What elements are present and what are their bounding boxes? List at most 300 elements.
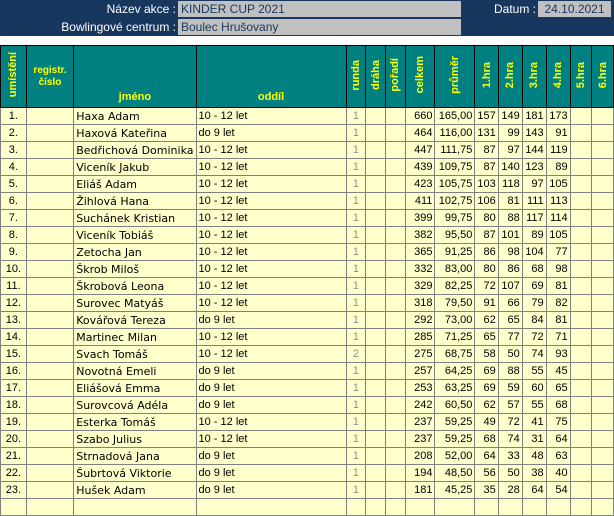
division-cell[interactable]: do 9 let (196, 397, 346, 414)
game4-cell[interactable]: 82 (546, 295, 570, 312)
round-cell[interactable]: 1 (346, 414, 366, 431)
lane-cell[interactable] (366, 227, 386, 244)
game6-cell[interactable] (592, 244, 614, 261)
col-game5[interactable]: 5.hra (570, 46, 592, 108)
game3-cell[interactable]: 74 (522, 346, 546, 363)
game6-cell[interactable] (592, 261, 614, 278)
average-cell[interactable]: 63,25 (435, 380, 475, 397)
game5-cell[interactable] (570, 125, 592, 142)
game1-cell[interactable]: 80 (475, 261, 498, 278)
name-cell[interactable]: Esterka Tomáš (74, 414, 196, 431)
total-cell[interactable]: 257 (405, 363, 435, 380)
game4-cell[interactable]: 40 (546, 465, 570, 482)
game4-cell[interactable]: 64 (546, 431, 570, 448)
order-cell[interactable] (385, 499, 405, 516)
game4-cell[interactable]: 93 (546, 346, 570, 363)
reg-cell[interactable] (26, 244, 73, 261)
average-cell[interactable]: 73,00 (435, 312, 475, 329)
order-cell[interactable] (385, 482, 405, 499)
division-cell[interactable]: 10 - 12 let (196, 244, 346, 261)
round-cell[interactable]: 1 (346, 295, 366, 312)
name-cell[interactable]: Škrobová Leona (74, 278, 196, 295)
game6-cell[interactable] (592, 193, 614, 210)
placement-cell[interactable]: 4. (1, 159, 27, 176)
game2-cell[interactable]: 140 (498, 159, 522, 176)
reg-cell[interactable] (26, 125, 73, 142)
game3-cell[interactable]: 79 (522, 295, 546, 312)
name-cell[interactable]: Bedřichová Dominika (74, 142, 196, 159)
average-cell[interactable]: 59,25 (435, 414, 475, 431)
average-cell[interactable]: 48,50 (435, 465, 475, 482)
game4-cell[interactable]: 71 (546, 329, 570, 346)
total-cell[interactable]: 464 (405, 125, 435, 142)
game6-cell[interactable] (592, 142, 614, 159)
game6-cell[interactable] (592, 346, 614, 363)
game4-cell[interactable]: 63 (546, 448, 570, 465)
division-cell[interactable]: 10 - 12 let (196, 346, 346, 363)
game4-cell[interactable]: 91 (546, 125, 570, 142)
name-cell[interactable]: Haxová Kateřina (74, 125, 196, 142)
game6-cell[interactable] (592, 125, 614, 142)
game1-cell[interactable]: 86 (475, 244, 498, 261)
placement-cell[interactable]: 22. (1, 465, 27, 482)
lane-cell[interactable] (366, 329, 386, 346)
game3-cell[interactable]: 84 (522, 312, 546, 329)
game1-cell[interactable]: 64 (475, 448, 498, 465)
placement-cell[interactable]: 11. (1, 278, 27, 295)
lane-cell[interactable] (366, 142, 386, 159)
round-cell[interactable]: 1 (346, 142, 366, 159)
division-cell[interactable]: do 9 let (196, 482, 346, 499)
reg-cell[interactable] (26, 312, 73, 329)
game1-cell[interactable]: 69 (475, 363, 498, 380)
game1-cell[interactable] (475, 499, 498, 516)
game5-cell[interactable] (570, 465, 592, 482)
total-cell[interactable]: 660 (405, 108, 435, 125)
round-cell[interactable]: 1 (346, 431, 366, 448)
order-cell[interactable] (385, 363, 405, 380)
division-cell[interactable]: 10 - 12 let (196, 159, 346, 176)
game6-cell[interactable] (592, 380, 614, 397)
col-name[interactable]: jméno (74, 46, 196, 108)
average-cell[interactable]: 83,00 (435, 261, 475, 278)
reg-cell[interactable] (26, 465, 73, 482)
game4-cell[interactable]: 119 (546, 142, 570, 159)
placement-cell[interactable]: 10. (1, 261, 27, 278)
name-cell[interactable]: Žihlová Hana (74, 193, 196, 210)
lane-cell[interactable] (366, 244, 386, 261)
game4-cell[interactable] (546, 499, 570, 516)
total-cell[interactable]: 447 (405, 142, 435, 159)
round-cell[interactable]: 1 (346, 465, 366, 482)
average-cell[interactable]: 109,75 (435, 159, 475, 176)
order-cell[interactable] (385, 193, 405, 210)
col-placement[interactable]: umístění (1, 46, 27, 108)
reg-cell[interactable] (26, 380, 73, 397)
lane-cell[interactable] (366, 108, 386, 125)
order-cell[interactable] (385, 431, 405, 448)
game3-cell[interactable]: 143 (522, 125, 546, 142)
game4-cell[interactable]: 114 (546, 210, 570, 227)
placement-cell[interactable]: 23. (1, 482, 27, 499)
placement-cell[interactable]: 8. (1, 227, 27, 244)
division-cell[interactable]: 10 - 12 let (196, 431, 346, 448)
game2-cell[interactable]: 66 (498, 295, 522, 312)
name-cell[interactable]: Szabo Julius (74, 431, 196, 448)
lane-cell[interactable] (366, 346, 386, 363)
game6-cell[interactable] (592, 176, 614, 193)
game3-cell[interactable]: 38 (522, 465, 546, 482)
game2-cell[interactable]: 149 (498, 108, 522, 125)
division-cell[interactable] (196, 499, 346, 516)
game5-cell[interactable] (570, 397, 592, 414)
total-cell[interactable]: 242 (405, 397, 435, 414)
total-cell[interactable]: 411 (405, 193, 435, 210)
reg-cell[interactable] (26, 482, 73, 499)
game6-cell[interactable] (592, 108, 614, 125)
name-cell[interactable]: Eliáš Adam (74, 176, 196, 193)
lane-cell[interactable] (366, 295, 386, 312)
placement-cell[interactable]: 13. (1, 312, 27, 329)
reg-cell[interactable] (26, 397, 73, 414)
game4-cell[interactable]: 65 (546, 380, 570, 397)
game5-cell[interactable] (570, 227, 592, 244)
round-cell[interactable]: 1 (346, 329, 366, 346)
game3-cell[interactable]: 97 (522, 176, 546, 193)
average-cell[interactable]: 116,00 (435, 125, 475, 142)
order-cell[interactable] (385, 414, 405, 431)
average-cell[interactable]: 59,25 (435, 431, 475, 448)
game5-cell[interactable] (570, 261, 592, 278)
game2-cell[interactable]: 65 (498, 312, 522, 329)
lane-cell[interactable] (366, 482, 386, 499)
division-cell[interactable]: do 9 let (196, 465, 346, 482)
game3-cell[interactable]: 48 (522, 448, 546, 465)
game5-cell[interactable] (570, 414, 592, 431)
game3-cell[interactable]: 123 (522, 159, 546, 176)
game4-cell[interactable]: 81 (546, 312, 570, 329)
game3-cell[interactable]: 55 (522, 397, 546, 414)
round-cell[interactable]: 1 (346, 482, 366, 499)
round-cell[interactable]: 1 (346, 448, 366, 465)
name-cell[interactable]: Novotná Emeli (74, 363, 196, 380)
game2-cell[interactable]: 97 (498, 142, 522, 159)
reg-cell[interactable] (26, 414, 73, 431)
game2-cell[interactable]: 72 (498, 414, 522, 431)
order-cell[interactable] (385, 261, 405, 278)
round-cell[interactable]: 2 (346, 346, 366, 363)
round-cell[interactable]: 1 (346, 159, 366, 176)
game6-cell[interactable] (592, 482, 614, 499)
col-average[interactable]: průměr (435, 46, 475, 108)
game5-cell[interactable] (570, 159, 592, 176)
game5-cell[interactable] (570, 295, 592, 312)
total-cell[interactable]: 253 (405, 380, 435, 397)
name-cell[interactable]: Haxa Adam (74, 108, 196, 125)
game1-cell[interactable]: 80 (475, 210, 498, 227)
division-cell[interactable]: 10 - 12 let (196, 108, 346, 125)
game4-cell[interactable]: 81 (546, 278, 570, 295)
lane-cell[interactable] (366, 261, 386, 278)
game3-cell[interactable]: 31 (522, 431, 546, 448)
division-cell[interactable]: do 9 let (196, 312, 346, 329)
game3-cell[interactable]: 111 (522, 193, 546, 210)
game4-cell[interactable]: 105 (546, 227, 570, 244)
game6-cell[interactable] (592, 278, 614, 295)
lane-cell[interactable] (366, 159, 386, 176)
round-cell[interactable]: 1 (346, 210, 366, 227)
round-cell[interactable]: 1 (346, 125, 366, 142)
reg-cell[interactable] (26, 142, 73, 159)
game2-cell[interactable]: 59 (498, 380, 522, 397)
order-cell[interactable] (385, 125, 405, 142)
game1-cell[interactable]: 65 (475, 329, 498, 346)
game4-cell[interactable]: 77 (546, 244, 570, 261)
reg-cell[interactable] (26, 431, 73, 448)
reg-cell[interactable] (26, 108, 73, 125)
total-cell[interactable]: 237 (405, 414, 435, 431)
reg-cell[interactable] (26, 278, 73, 295)
game5-cell[interactable] (570, 193, 592, 210)
game3-cell[interactable]: 64 (522, 482, 546, 499)
game6-cell[interactable] (592, 329, 614, 346)
lane-cell[interactable] (366, 278, 386, 295)
average-cell[interactable]: 165,00 (435, 108, 475, 125)
game6-cell[interactable] (592, 465, 614, 482)
game2-cell[interactable]: 50 (498, 346, 522, 363)
game3-cell[interactable]: 144 (522, 142, 546, 159)
total-cell[interactable]: 181 (405, 482, 435, 499)
lane-cell[interactable] (366, 465, 386, 482)
lane-cell[interactable] (366, 312, 386, 329)
game2-cell[interactable]: 74 (498, 431, 522, 448)
order-cell[interactable] (385, 159, 405, 176)
name-cell[interactable]: Martinec Milan (74, 329, 196, 346)
col-order[interactable]: pořadí (385, 46, 405, 108)
placement-cell[interactable]: 15. (1, 346, 27, 363)
reg-cell[interactable] (26, 329, 73, 346)
order-cell[interactable] (385, 346, 405, 363)
reg-cell[interactable] (26, 448, 73, 465)
game2-cell[interactable]: 50 (498, 465, 522, 482)
lane-cell[interactable] (366, 448, 386, 465)
placement-cell[interactable]: 6. (1, 193, 27, 210)
game4-cell[interactable]: 105 (546, 176, 570, 193)
game6-cell[interactable] (592, 448, 614, 465)
total-cell[interactable]: 423 (405, 176, 435, 193)
total-cell[interactable] (405, 499, 435, 516)
lane-cell[interactable] (366, 210, 386, 227)
game5-cell[interactable] (570, 142, 592, 159)
game4-cell[interactable]: 68 (546, 397, 570, 414)
lane-cell[interactable] (366, 380, 386, 397)
game6-cell[interactable] (592, 159, 614, 176)
game2-cell[interactable]: 86 (498, 261, 522, 278)
order-cell[interactable] (385, 210, 405, 227)
order-cell[interactable] (385, 329, 405, 346)
game1-cell[interactable]: 106 (475, 193, 498, 210)
average-cell[interactable]: 91,25 (435, 244, 475, 261)
average-cell[interactable]: 99,75 (435, 210, 475, 227)
reg-cell[interactable] (26, 159, 73, 176)
game3-cell[interactable]: 55 (522, 363, 546, 380)
average-cell[interactable]: 82,25 (435, 278, 475, 295)
division-cell[interactable]: do 9 let (196, 380, 346, 397)
name-cell[interactable]: Suchánek Kristian (74, 210, 196, 227)
lane-cell[interactable] (366, 431, 386, 448)
game5-cell[interactable] (570, 108, 592, 125)
placement-cell[interactable]: 7. (1, 210, 27, 227)
average-cell[interactable]: 60,50 (435, 397, 475, 414)
order-cell[interactable] (385, 295, 405, 312)
total-cell[interactable]: 329 (405, 278, 435, 295)
placement-cell[interactable]: 20. (1, 431, 27, 448)
reg-cell[interactable] (26, 499, 73, 516)
event-value[interactable]: KINDER CUP 2021 (178, 1, 461, 17)
game5-cell[interactable] (570, 312, 592, 329)
game1-cell[interactable]: 87 (475, 142, 498, 159)
placement-cell[interactable]: 21. (1, 448, 27, 465)
round-cell[interactable]: 1 (346, 261, 366, 278)
total-cell[interactable]: 439 (405, 159, 435, 176)
order-cell[interactable] (385, 448, 405, 465)
placement-cell[interactable]: 9. (1, 244, 27, 261)
average-cell[interactable] (435, 499, 475, 516)
game2-cell[interactable]: 88 (498, 210, 522, 227)
game4-cell[interactable]: 173 (546, 108, 570, 125)
col-game1[interactable]: 1.hra (475, 46, 498, 108)
game3-cell[interactable]: 181 (522, 108, 546, 125)
game5-cell[interactable] (570, 210, 592, 227)
division-cell[interactable]: do 9 let (196, 448, 346, 465)
game3-cell[interactable] (522, 499, 546, 516)
name-cell[interactable]: Šubrtová Viktorie (74, 465, 196, 482)
name-cell[interactable]: Svach Tomáš (74, 346, 196, 363)
game4-cell[interactable]: 113 (546, 193, 570, 210)
lane-cell[interactable] (366, 176, 386, 193)
total-cell[interactable]: 292 (405, 312, 435, 329)
game2-cell[interactable]: 107 (498, 278, 522, 295)
total-cell[interactable]: 275 (405, 346, 435, 363)
game2-cell[interactable] (498, 499, 522, 516)
game1-cell[interactable]: 87 (475, 159, 498, 176)
division-cell[interactable]: 10 - 12 let (196, 193, 346, 210)
order-cell[interactable] (385, 278, 405, 295)
game2-cell[interactable]: 101 (498, 227, 522, 244)
placement-cell[interactable]: 3. (1, 142, 27, 159)
game1-cell[interactable]: 68 (475, 431, 498, 448)
game2-cell[interactable]: 57 (498, 397, 522, 414)
name-cell[interactable]: Eliášová Emma (74, 380, 196, 397)
average-cell[interactable]: 64,25 (435, 363, 475, 380)
game5-cell[interactable] (570, 380, 592, 397)
total-cell[interactable]: 399 (405, 210, 435, 227)
reg-cell[interactable] (26, 261, 73, 278)
order-cell[interactable] (385, 176, 405, 193)
division-cell[interactable]: 10 - 12 let (196, 295, 346, 312)
game1-cell[interactable]: 131 (475, 125, 498, 142)
order-cell[interactable] (385, 465, 405, 482)
reg-cell[interactable] (26, 176, 73, 193)
placement-cell[interactable] (1, 499, 27, 516)
reg-cell[interactable] (26, 193, 73, 210)
game5-cell[interactable] (570, 278, 592, 295)
order-cell[interactable] (385, 312, 405, 329)
game4-cell[interactable]: 98 (546, 261, 570, 278)
division-cell[interactable]: do 9 let (196, 363, 346, 380)
average-cell[interactable]: 52,00 (435, 448, 475, 465)
average-cell[interactable]: 105,75 (435, 176, 475, 193)
game1-cell[interactable]: 72 (475, 278, 498, 295)
reg-cell[interactable] (26, 210, 73, 227)
name-cell[interactable]: Kovářová Tereza (74, 312, 196, 329)
round-cell[interactable]: 1 (346, 312, 366, 329)
average-cell[interactable]: 68,75 (435, 346, 475, 363)
division-cell[interactable]: do 9 let (196, 125, 346, 142)
total-cell[interactable]: 318 (405, 295, 435, 312)
game6-cell[interactable] (592, 397, 614, 414)
game3-cell[interactable]: 69 (522, 278, 546, 295)
name-cell[interactable]: Strnadová Jana (74, 448, 196, 465)
name-cell[interactable]: Hušek Adam (74, 482, 196, 499)
total-cell[interactable]: 382 (405, 227, 435, 244)
round-cell[interactable]: 1 (346, 380, 366, 397)
division-cell[interactable]: 10 - 12 let (196, 227, 346, 244)
placement-cell[interactable]: 5. (1, 176, 27, 193)
col-game2[interactable]: 2.hra (498, 46, 522, 108)
round-cell[interactable] (346, 499, 366, 516)
game3-cell[interactable]: 68 (522, 261, 546, 278)
game5-cell[interactable] (570, 431, 592, 448)
game1-cell[interactable]: 62 (475, 397, 498, 414)
placement-cell[interactable]: 16. (1, 363, 27, 380)
game5-cell[interactable] (570, 346, 592, 363)
average-cell[interactable]: 102,75 (435, 193, 475, 210)
game2-cell[interactable]: 99 (498, 125, 522, 142)
reg-cell[interactable] (26, 346, 73, 363)
center-value[interactable]: Boulec Hrušovany (178, 19, 461, 35)
name-cell[interactable]: Viceník Jakub (74, 159, 196, 176)
game4-cell[interactable]: 75 (546, 414, 570, 431)
game6-cell[interactable] (592, 210, 614, 227)
game5-cell[interactable] (570, 482, 592, 499)
game2-cell[interactable]: 77 (498, 329, 522, 346)
placement-cell[interactable]: 1. (1, 108, 27, 125)
game1-cell[interactable]: 69 (475, 380, 498, 397)
game1-cell[interactable]: 56 (475, 465, 498, 482)
placement-cell[interactable]: 14. (1, 329, 27, 346)
game5-cell[interactable] (570, 499, 592, 516)
game5-cell[interactable] (570, 329, 592, 346)
game2-cell[interactable]: 28 (498, 482, 522, 499)
lane-cell[interactable] (366, 414, 386, 431)
lane-cell[interactable] (366, 397, 386, 414)
game4-cell[interactable]: 45 (546, 363, 570, 380)
col-total[interactable]: celkem (405, 46, 435, 108)
date-value[interactable]: 24.10.2021 (538, 1, 611, 17)
game4-cell[interactable]: 54 (546, 482, 570, 499)
total-cell[interactable]: 194 (405, 465, 435, 482)
game6-cell[interactable] (592, 414, 614, 431)
game2-cell[interactable]: 118 (498, 176, 522, 193)
game1-cell[interactable]: 62 (475, 312, 498, 329)
col-game4[interactable]: 4.hra (546, 46, 570, 108)
average-cell[interactable]: 79,50 (435, 295, 475, 312)
name-cell[interactable]: Viceník Tobiáš (74, 227, 196, 244)
name-cell[interactable]: Zetocha Jan (74, 244, 196, 261)
division-cell[interactable]: 10 - 12 let (196, 329, 346, 346)
placement-cell[interactable]: 18. (1, 397, 27, 414)
